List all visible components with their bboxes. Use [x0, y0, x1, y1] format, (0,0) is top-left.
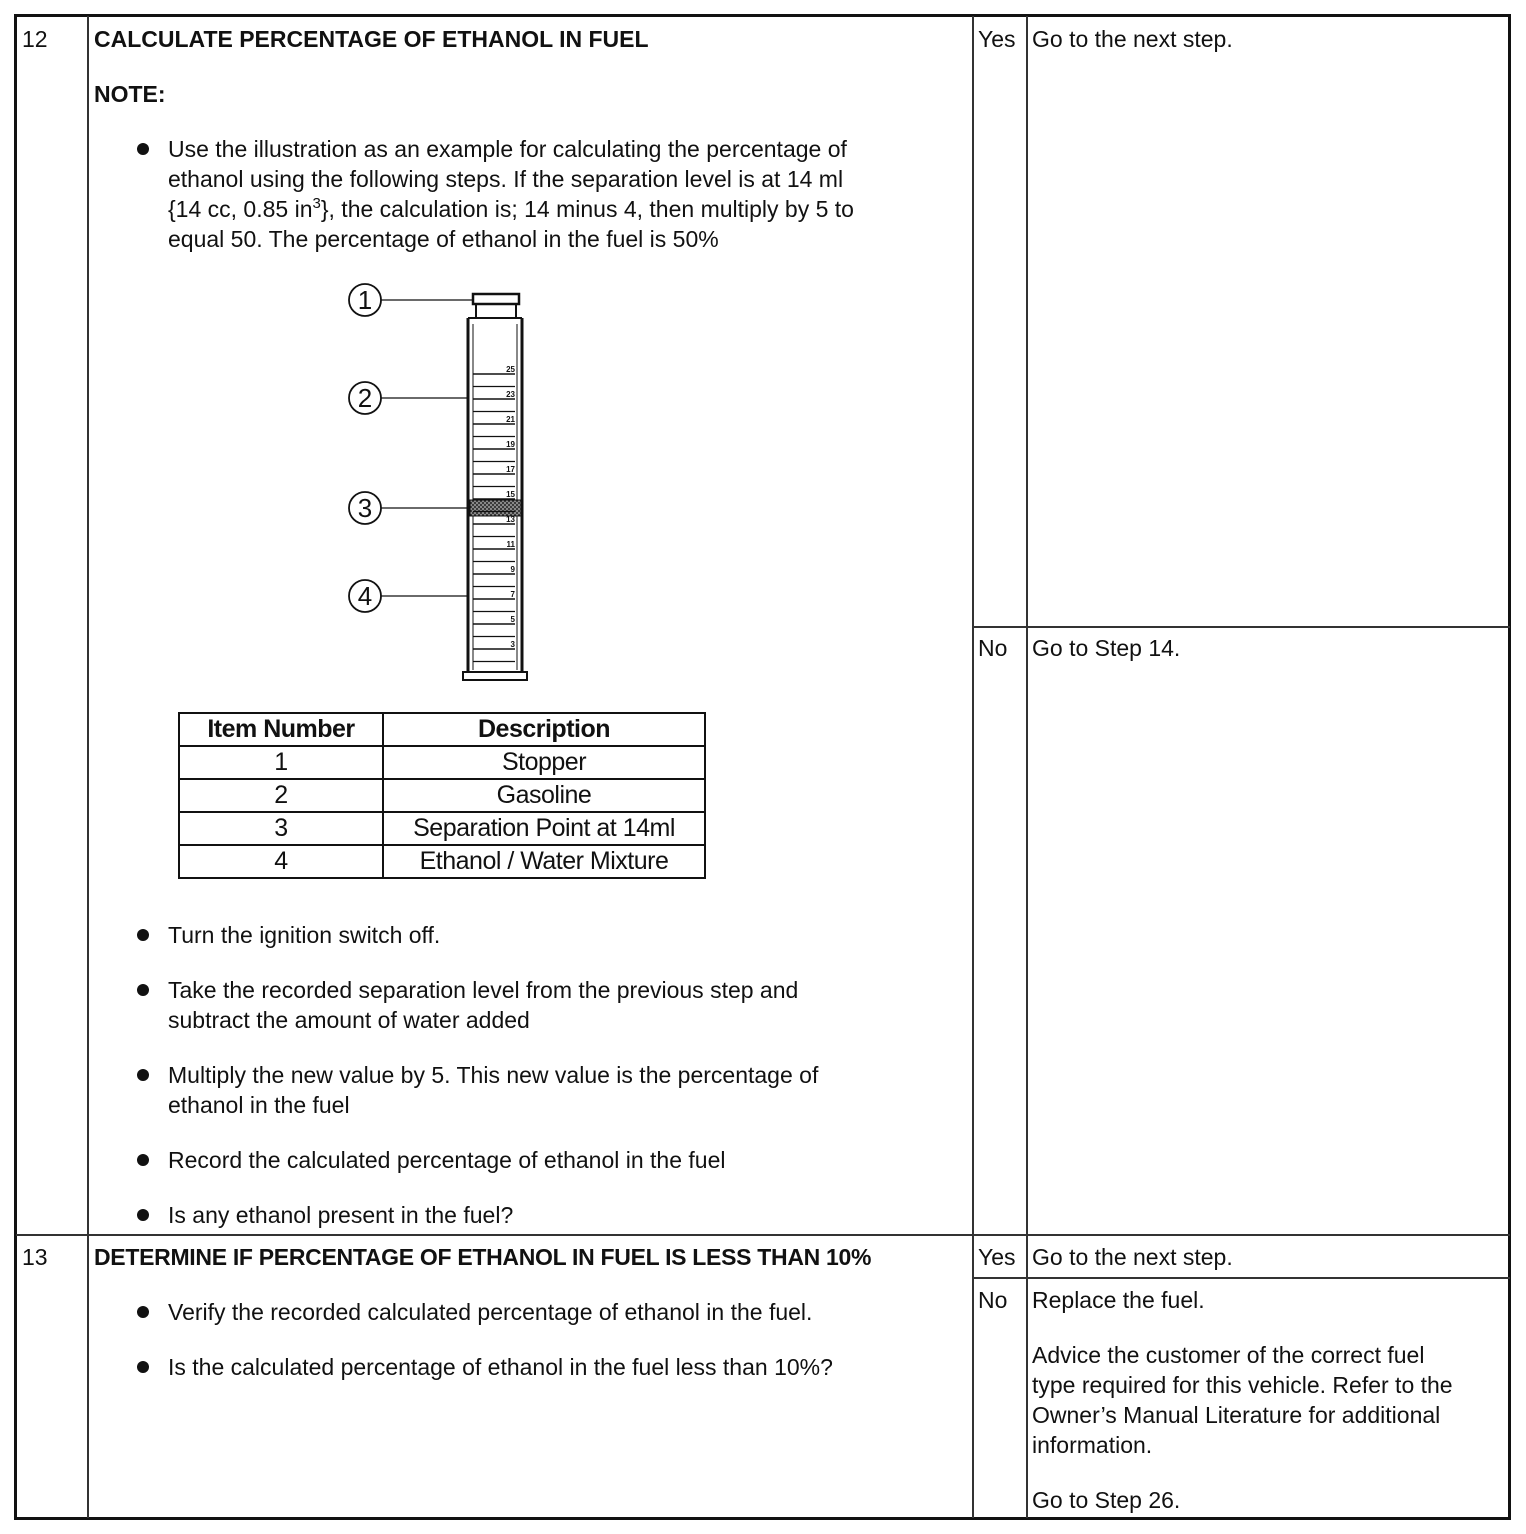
- table-cell: Stopper: [383, 746, 705, 779]
- result-answer-no: No: [978, 1287, 1008, 1313]
- step-number: 13: [22, 1244, 48, 1270]
- scale-label: 3: [510, 640, 515, 649]
- scale-label: 17: [506, 465, 515, 474]
- result-detail-line: Advice the customer of the correct fuel: [1032, 1342, 1425, 1368]
- table-cell: 2: [179, 779, 383, 812]
- table-cell: 3: [179, 812, 383, 845]
- table-row: [179, 845, 705, 878]
- scale-label: 9: [510, 565, 515, 574]
- result-action: Go to the next step.: [1032, 1244, 1233, 1270]
- bullet-dot: [137, 1154, 149, 1166]
- graduated-cylinder-illustration: [340, 280, 540, 690]
- row-divider: [16, 1234, 1510, 1236]
- scale-label: 21: [506, 415, 515, 424]
- callout-1: [349, 284, 473, 316]
- svg-text:4: 4: [357, 581, 373, 611]
- result-action: Go to Step 14.: [1032, 635, 1181, 661]
- bullet-dot: [137, 1306, 149, 1318]
- stopper-icon: [473, 294, 519, 318]
- separation-band: [470, 500, 521, 516]
- result-answer-yes: Yes: [978, 26, 1016, 52]
- result-action: Replace the fuel.: [1032, 1287, 1205, 1313]
- result-detail-line: information.: [1032, 1432, 1153, 1458]
- step-title: DETERMINE IF PERCENTAGE OF ETHANOL IN FUEL IS LESS THAN 10%: [94, 1244, 872, 1270]
- bullet-dot: [137, 143, 149, 155]
- procedure-bullet: Is the calculated percentage of ethanol in the fuel less than 10%?: [168, 1354, 833, 1380]
- scale-label: 23: [506, 390, 515, 399]
- note-text-line: {14 cc, 0.85 $in^3$}, the calculation is; 14 minus 4, then multiply by 5 to: [168, 195, 854, 222]
- scale-label: 25: [506, 365, 515, 374]
- note-label: NOTE:: [94, 81, 166, 107]
- callout-2: [349, 382, 468, 414]
- item-number-table: [178, 712, 706, 879]
- bullet-dot: [137, 1069, 149, 1081]
- scale-label: 15: [506, 490, 515, 499]
- table-cell: 1: [179, 746, 383, 779]
- note-text-line: ethanol using the following steps. If the separation level is at 14 ml: [168, 166, 844, 192]
- table-row: [179, 779, 705, 812]
- svg-text:2: 2: [357, 383, 373, 413]
- bullet-dot: [137, 1361, 149, 1373]
- scale-label: 13: [506, 515, 515, 524]
- result-detail-line: type required for this vehicle. Refer to the: [1032, 1372, 1453, 1398]
- svg-text:1: 1: [357, 285, 373, 315]
- bullet-dot: [137, 929, 149, 941]
- scale-label: 11: [506, 540, 515, 549]
- table-cell: Ethanol / Water Mixture: [383, 845, 705, 878]
- procedure-bullet: Record the calculated percentage of ethanol in the fuel: [168, 1147, 726, 1173]
- result-detail-line: Owner’s Manual Literature for additional: [1032, 1402, 1441, 1428]
- note-text-line: Use the illustration as an example for calculating the percentage of: [168, 136, 847, 162]
- procedure-bullet: subtract the amount of water added: [168, 1007, 530, 1033]
- result-divider-step12: [972, 626, 1510, 628]
- callout-3: [349, 492, 470, 524]
- column-divider-answer: [1026, 16, 1028, 1518]
- table-row: [179, 812, 705, 845]
- procedure-bullet: Multiply the new value by 5. This new value is the percentage of: [168, 1062, 819, 1088]
- table-cell: Gasoline: [383, 779, 705, 812]
- procedure-bullet: Turn the ignition switch off.: [168, 922, 441, 948]
- scale-label: 5: [510, 615, 515, 624]
- step-number: 12: [22, 26, 48, 52]
- result-divider-step13: [972, 1277, 1510, 1279]
- note-text-line: equal 50. The percentage of ethanol in the fuel is 50%: [168, 226, 719, 252]
- table-header: Description: [383, 713, 705, 746]
- step-title: CALCULATE PERCENTAGE OF ETHANOL IN FUEL: [94, 26, 649, 52]
- scale-label: 7: [510, 590, 515, 599]
- table-row: [179, 746, 705, 779]
- callout-4: [349, 580, 468, 612]
- column-divider-step: [87, 16, 89, 1518]
- result-final-action: Go to Step 26.: [1032, 1487, 1181, 1513]
- column-divider-action: [972, 16, 974, 1518]
- bullet-dot: [137, 984, 149, 996]
- result-answer-no: No: [978, 635, 1008, 661]
- result-action: Go to the next step.: [1032, 26, 1233, 52]
- result-answer-yes: Yes: [978, 1244, 1016, 1270]
- table-header: Item Number: [179, 713, 383, 746]
- svg-text:3: 3: [357, 493, 373, 523]
- scale-label: 19: [506, 440, 515, 449]
- table-cell: Separation Point at 14ml: [383, 812, 705, 845]
- procedure-bullet: Is any ethanol present in the fuel?: [168, 1202, 514, 1228]
- table-cell: 4: [179, 845, 383, 878]
- procedure-bullet: Verify the recorded calculated percentage of ethanol in the fuel.: [168, 1299, 813, 1325]
- bullet-dot: [137, 1209, 149, 1221]
- procedure-bullet: ethanol in the fuel: [168, 1092, 350, 1118]
- procedure-bullet: Take the recorded separation level from the previous step and: [168, 977, 799, 1003]
